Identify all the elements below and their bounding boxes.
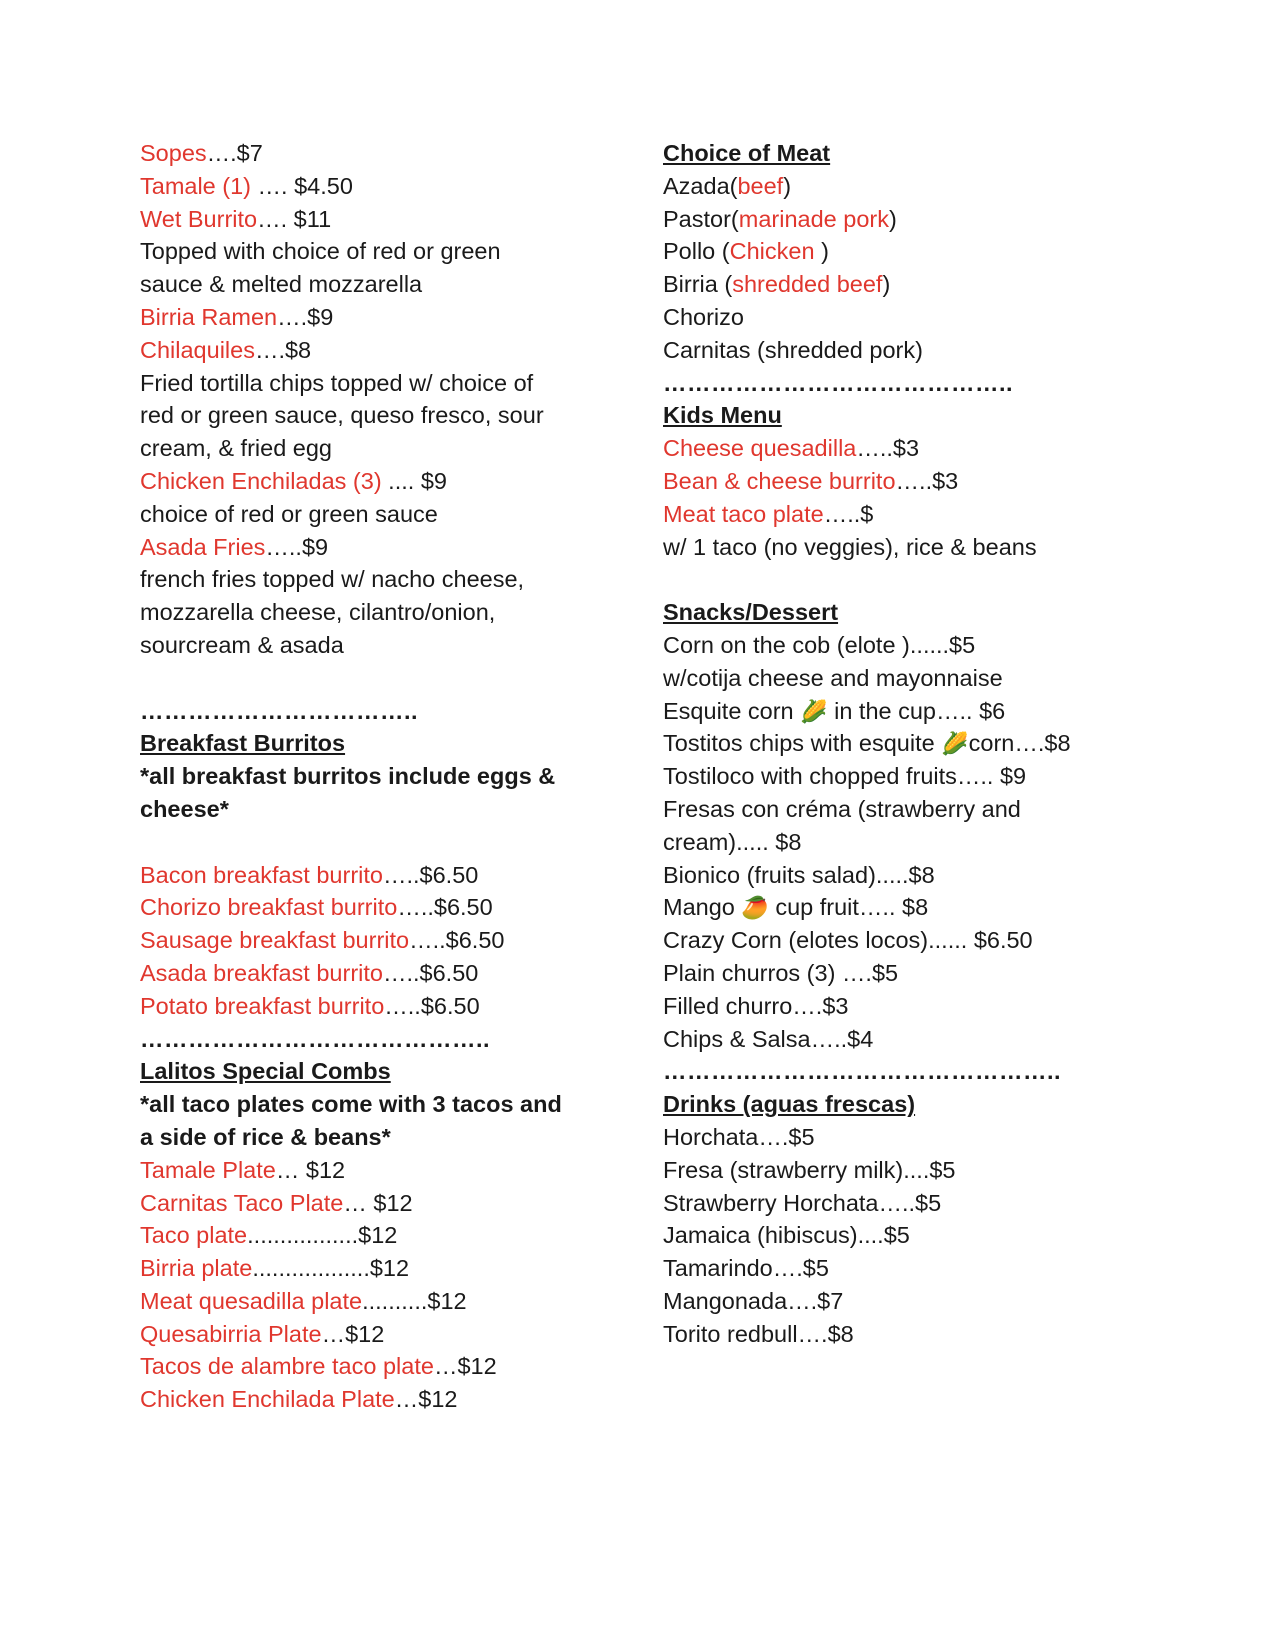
- section-divider: …………………………………………..: [663, 1058, 1062, 1085]
- menu-item: [140, 891, 610, 924]
- menu-item: [140, 990, 610, 1023]
- item-price: …..$6.50: [397, 894, 493, 921]
- drink-item: Jamaica (hibiscus)....$5: [663, 1222, 910, 1249]
- section-title-drinks: Drinks (aguas frescas): [663, 1091, 916, 1118]
- item-name: Sopes: [140, 140, 207, 166]
- meat-paren: ): [783, 172, 792, 199]
- menu-item: Fresas con créma (strawberry and: [663, 795, 1021, 822]
- section-note: *all taco plates come with 3 tacos and: [140, 1091, 562, 1118]
- meat-option: [663, 203, 1223, 236]
- menu-item: Esquite corn 🌽 in the cup….. $6: [663, 697, 1006, 724]
- meat-name: Azada(: [663, 172, 738, 199]
- menu-item: [140, 1187, 610, 1220]
- item-price: …..$6.50: [384, 992, 480, 1019]
- menu-item: Plain churros (3) ….$5: [663, 959, 899, 986]
- menu-item: Tostitos chips with esquite 🌽corn….$8: [663, 730, 1071, 757]
- spacer: [663, 563, 1223, 596]
- meat-option: [663, 301, 1223, 334]
- item-description: sourcream & asada: [140, 631, 344, 658]
- item-price: …..$6.50: [382, 861, 479, 888]
- item-name: Wet Burrito: [140, 205, 258, 232]
- item-price: ….$7: [206, 140, 263, 166]
- menu-item: [140, 1252, 610, 1285]
- menu-item: [140, 1318, 610, 1351]
- drink-item: Strawberry Horchata…..$5: [663, 1189, 942, 1216]
- item-name: Tamale (1): [140, 172, 252, 199]
- item-price: …. $4.50: [251, 172, 353, 199]
- menu-item: Tostiloco with chopped fruits….. $9: [663, 763, 1027, 790]
- item-name: Birria plate: [140, 1255, 253, 1282]
- menu-item: [140, 203, 610, 236]
- drink-item: Mangonada….$7: [663, 1287, 844, 1314]
- item-name: Chorizo breakfast burrito: [140, 894, 398, 921]
- item-price: …$12: [433, 1353, 497, 1380]
- corn-icon: 🌽: [800, 698, 828, 724]
- menu-item: [140, 957, 610, 990]
- item-description: choice of red or green sauce: [140, 500, 438, 527]
- meat-paren: ): [821, 238, 829, 265]
- meat-name: Chorizo: [663, 303, 744, 330]
- item-name: Potato breakfast burrito: [140, 992, 385, 1019]
- menu-item: [140, 465, 610, 498]
- meat-description: marinade pork: [738, 205, 889, 232]
- menu-item: w/cotija cheese and mayonnaise: [663, 664, 1003, 691]
- item-name: Birria Ramen: [140, 303, 278, 330]
- section-note: *all breakfast burritos include eggs &: [140, 763, 556, 790]
- item-name: Asada breakfast burrito: [140, 959, 383, 986]
- meat-description: shredded beef: [732, 271, 883, 298]
- item-description: cream, & fried egg: [140, 435, 333, 462]
- drink-item: Fresa (strawberry milk)....$5: [663, 1156, 956, 1183]
- item-description: Fried tortilla chips topped w/ choice of: [140, 369, 534, 396]
- meat-name: Pastor(: [663, 205, 739, 232]
- item-description: mozzarella cheese, cilantro/onion,: [140, 599, 496, 626]
- menu-item: Crazy Corn (elotes locos)...... $6.50: [663, 927, 1033, 954]
- menu-item: [140, 1285, 610, 1318]
- item-name: Tamale Plate: [140, 1156, 276, 1183]
- item-price: .................$12: [247, 1222, 398, 1249]
- item-name: Chicken Enchiladas (3): [140, 467, 382, 494]
- meat-name: Carnitas (shredded pork): [663, 336, 923, 363]
- item-description: sauce & melted mozzarella: [140, 271, 423, 298]
- item-price: …$12: [394, 1386, 458, 1413]
- menu-item: [140, 1154, 610, 1187]
- section-note: cheese*: [140, 795, 229, 822]
- item-name: Quesabirria Plate: [140, 1320, 322, 1347]
- item-price: ….$8: [254, 336, 312, 363]
- section-divider: ……………………………..: [140, 697, 419, 724]
- meat-option: [663, 170, 1223, 203]
- item-price: .... $9: [381, 467, 447, 494]
- meat-name: Pollo (: [663, 238, 730, 265]
- menu-item: [140, 924, 610, 957]
- menu-item: Mango 🥭 cup fruit….. $8: [663, 894, 929, 921]
- meat-description: beef: [737, 172, 784, 199]
- section-note: a side of rice & beans*: [140, 1123, 391, 1150]
- drink-item: Horchata….$5: [663, 1123, 815, 1150]
- item-description: french fries topped w/ nacho cheese,: [140, 566, 525, 593]
- item-name: Meat taco plate: [663, 500, 824, 527]
- menu-item: [140, 1350, 610, 1383]
- meat-name: Birria (: [663, 271, 733, 298]
- menu-item: [140, 170, 610, 203]
- menu-item: [140, 1219, 610, 1252]
- left-column: [140, 137, 610, 1416]
- drink-item: Torito redbull….$8: [663, 1320, 854, 1347]
- section-title-snacks: Snacks/Dessert: [663, 599, 839, 626]
- menu-item: [663, 498, 1223, 531]
- section-title-combos: Lalitos Special Combs: [140, 1058, 391, 1085]
- item-name: Chilaquiles: [140, 336, 255, 363]
- item-price: … $12: [275, 1156, 346, 1183]
- menu-item: [140, 1383, 610, 1416]
- menu-item: [663, 465, 1223, 498]
- item-price: ..........$12: [362, 1287, 467, 1314]
- menu-item: [663, 432, 1223, 465]
- section-divider: ……………………………………..: [140, 1025, 491, 1052]
- menu-item: Chips & Salsa…..$4: [663, 1025, 874, 1052]
- meat-option: [663, 268, 1223, 301]
- section-title-meat: Choice of Meat: [663, 140, 831, 166]
- drink-item: Tamarindo….$5: [663, 1255, 829, 1282]
- menu-item: Bionico (fruits salad).....$8: [663, 861, 935, 888]
- section-divider: ……………………………………..: [663, 369, 1014, 396]
- right-column: [663, 137, 1223, 1350]
- item-price: …..$: [823, 500, 874, 527]
- item-description: red or green sauce, queso fresco, sour: [140, 402, 544, 429]
- item-price: ..................$12: [252, 1255, 410, 1282]
- spacer: [140, 662, 610, 695]
- item-price: … $12: [343, 1189, 413, 1216]
- menu-item: [140, 301, 610, 334]
- item-price: …$12: [321, 1320, 385, 1347]
- menu-item: Corn on the cob (elote )......$5: [663, 631, 976, 658]
- item-name: Tacos de alambre taco plate: [140, 1353, 434, 1380]
- item-name: Taco plate: [140, 1222, 248, 1249]
- item-price: …..$6.50: [382, 959, 479, 986]
- meat-description: Chicken: [729, 238, 822, 265]
- item-name: Meat quesadilla plate: [140, 1287, 363, 1314]
- item-description: Topped with choice of red or green: [140, 238, 501, 265]
- item-name: Asada Fries: [140, 533, 266, 560]
- menu-item: [140, 531, 610, 564]
- item-price: …..$9: [265, 533, 329, 560]
- menu-item: [140, 334, 610, 367]
- item-name: Chicken Enchilada Plate: [140, 1386, 395, 1413]
- menu-item: Filled churro….$3: [663, 992, 849, 1019]
- section-title-kids: Kids Menu: [663, 402, 782, 429]
- menu-item: cream)..... $8: [663, 828, 802, 855]
- meat-option: [663, 334, 1223, 367]
- section-title-breakfast: Breakfast Burritos: [140, 730, 346, 757]
- item-price: …..$6.50: [409, 927, 505, 954]
- item-price: …..$3: [856, 435, 920, 462]
- item-name: Sausage breakfast burrito: [140, 927, 410, 954]
- meat-paren: ): [888, 205, 897, 232]
- item-name: Cheese quesadilla: [663, 435, 857, 462]
- item-price: …..$3: [895, 467, 959, 494]
- spacer: [140, 826, 610, 859]
- item-description: w/ 1 taco (no veggies), rice & beans: [663, 533, 1037, 560]
- item-price: …. $11: [257, 205, 332, 232]
- corn-icon: 🌽: [941, 731, 969, 757]
- item-price: ….$9: [277, 303, 334, 330]
- menu-item: [140, 137, 610, 170]
- meat-paren: ): [882, 271, 891, 298]
- item-name: Carnitas Taco Plate: [140, 1189, 344, 1216]
- mango-icon: 🥭: [741, 895, 769, 921]
- item-name: Bean & cheese burrito: [663, 467, 896, 494]
- meat-option: [663, 235, 1223, 268]
- item-name: Bacon breakfast burrito: [140, 861, 383, 888]
- menu-item: [140, 859, 610, 892]
